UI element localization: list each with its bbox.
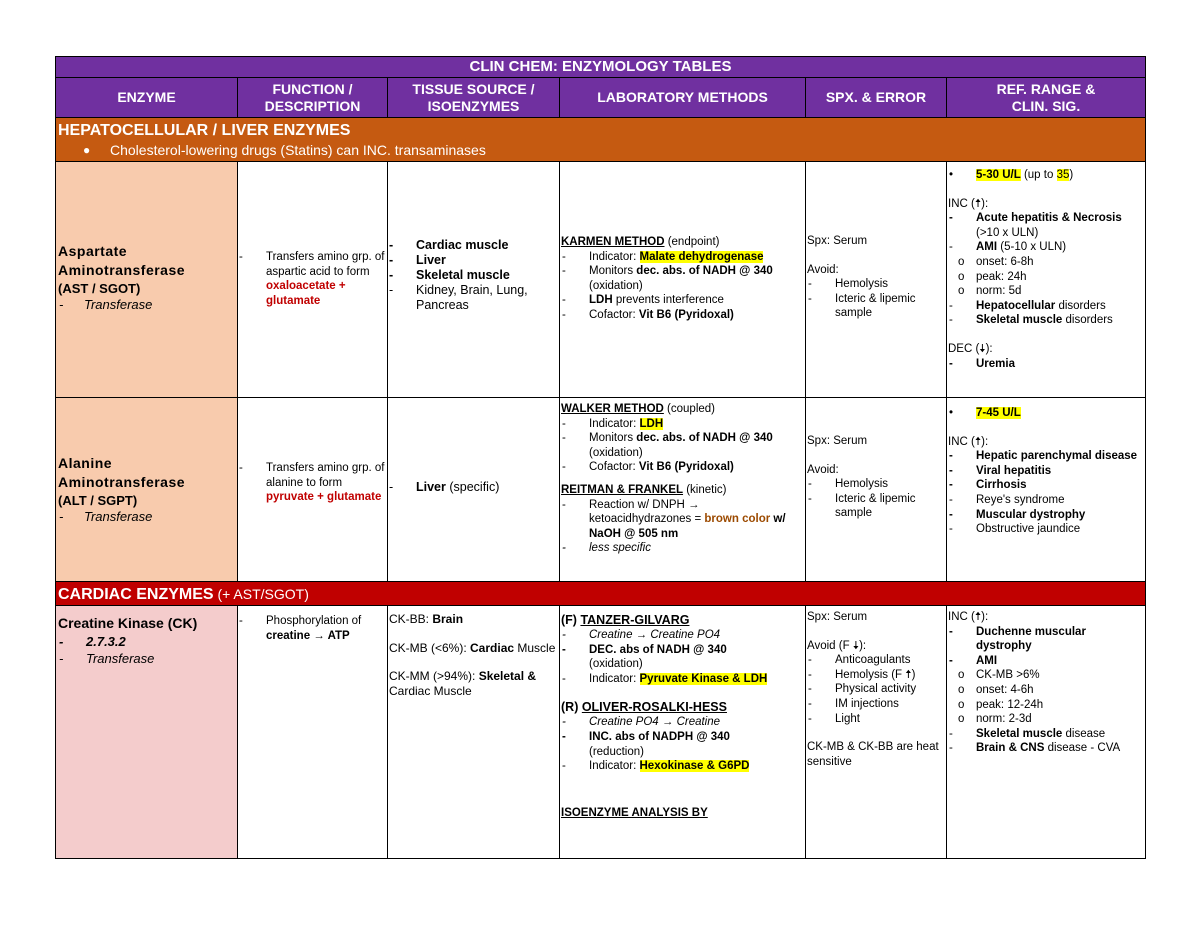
table-row-ck [55,606,1146,859]
header-spx-error: SPX. & ERROR [806,78,947,117]
section-liver-note: ● Cholesterol-lowering drugs (Statins) can INC. transaminases [83,142,486,158]
ast-class: - Transferase [58,297,235,313]
alt-name-line1: Alanine [58,455,113,471]
tanzer-gilvarg-method: TANZER-GILVARG [580,613,690,627]
ast-spx-cell: Spx: Serum Avoid: - Hemolysis - Icteric & lipemic sample [806,162,947,397]
ast-range-cell: • 5-30 U/L (up to 35) INC (🠅): - Acute hepatitis & Necrosis (>10 x ULN) - AMI (5-10 x ULN) o onset: 6-8h o peak: 24h o norm: 5d - Hepatocellular disorders - Skeletal muscle disorders DEC (🠇): - Uremia [947,162,1146,397]
ast-enzyme-cell [55,162,238,397]
bullet-icon: ● [83,143,91,157]
ck-enzyme-cell [55,606,238,858]
ck-methods-cell: (F) TANZER-GILVARG - Creatine → Creatine PO4 - DEC. abs of NADH @ 340 (oxidation) - Indicator: Pyruvate Kinase & LDH (R) OLIVER-ROSALKI-HESS - Creatine PO4 → Creatine - INC. abs of NADPH @ 340 (reduction) - Indicator: Hexokinase & G6PD ISOENZYME ANALYSIS BY [560,606,806,858]
section-liver-enzymes [55,118,1146,162]
alt-abbreviation: (ALT / SGPT) [58,493,138,508]
ast-tissue-cell: - Cardiac muscle - Liver - Skeletal muscle - Kidney, Brain, Lung, Pancreas [388,162,560,397]
isoenzyme-analysis-heading: ISOENZYME ANALYSIS BY [561,806,708,819]
ck-function-cell: - Phosphorylation of creatine → ATP [238,606,388,858]
ck-ec-number: - 2.7.3.2 [58,633,235,650]
enzymology-table [55,56,1146,859]
ck-class: - Transferase [58,650,235,667]
header-ref-range: REF. RANGE & CLIN. SIG. [947,78,1146,117]
ck-spx-cell: Spx: Serum Avoid (F 🠇): - Anticoagulants - Hemolysis (F 🠅) - Physical activity - IM injections - Light CK-MB & CK-BB are heat sensitive [806,606,947,858]
reitman-frankel-method: REITMAN & FRANKEL [561,483,684,496]
table-title: CLIN CHEM: ENZYMOLOGY TABLES [469,58,732,75]
section-cardiac-note: (+ AST/SGOT) [213,586,309,602]
header-function: FUNCTION / DESCRIPTION [238,78,388,117]
ck-name: Creatine Kinase (CK) [58,615,198,631]
table-row-ast [55,162,1146,398]
section-cardiac-title: CARDIAC ENZYMES [58,586,214,603]
alt-spx-cell: Spx: Serum Avoid: - Hemolysis - Icteric & lipemic sample [806,398,947,581]
alt-enzyme-cell [55,398,238,581]
ast-abbreviation: (AST / SGOT) [58,281,141,296]
header-lab-methods: LABORATORY METHODS [560,78,806,117]
column-header-row [55,78,1146,118]
alt-name-line2: Aminotransferase [58,474,186,490]
ast-name-line2: Aminotransferase [58,262,186,278]
karmen-method: KARMEN METHOD [561,236,665,248]
alt-class: - Transferase [58,509,235,525]
table-row-alt [55,398,1146,582]
alt-tissue-cell: - Liver (specific) [388,398,560,581]
oliver-rosalki-hess-method: OLIVER-ROSALKI-HESS [581,700,727,715]
alt-range-cell: • 7-45 U/L INC (🠅): - Hepatic parenchymal disease - Viral hepatitis - Cirrhosis - Reye's syndrome - Muscular dystrophy - Obstructive jaundice [947,398,1146,581]
header-enzyme: ENZYME [55,78,238,117]
ast-methods-cell: KARMEN METHOD (endpoint) - Indicator: Malate dehydrogenase - Monitors dec. abs. of NADH @ 340 (oxidation) - LDH prevents interference - Cofactor: Vit B6 (Pyridoxal) [560,162,806,397]
ck-tissue-cell: CK-BB: Brain CK-MB (<6%): Cardiac Muscle CK-MM (>94%): Skeletal & Cardiac Muscle [388,606,560,858]
table-title-bar [55,56,1146,78]
section-cardiac-enzymes [55,582,1146,606]
walker-method: WALKER METHOD [561,403,664,415]
ck-range-cell: INC (🠅): - Duchenne muscular dystrophy - AMI o CK-MB >6% o onset: 4-6h o peak: 12-24h o norm: 2-3d - Skeletal muscle disease - Brain & CNS disease - CVA [947,606,1146,858]
header-tissue-source: TISSUE SOURCE / ISOENZYMES [388,78,560,117]
alt-methods-cell: WALKER METHOD (coupled) - Indicator: LDH - Monitors dec. abs. of NADH @ 340 (oxidation) - Cofactor: Vit B6 (Pyridoxal) REITMAN & FRANKEL (kinetic) - Reaction w/ DNPH → ketoacidhydrazones = brown color w/ NaOH @ 505 nm - less specific [560,398,806,581]
alt-function-cell: - Transfers amino grp. of alanine to form pyruvate + glutamate [238,398,388,581]
section-liver-title: HEPATOCELLULAR / LIVER ENZYMES [58,122,351,139]
ast-function-cell: - Transfers amino grp. of aspartic acid to form oxaloacetate + glutamate [238,162,388,397]
ast-name-line1: Aspartate [58,243,128,259]
